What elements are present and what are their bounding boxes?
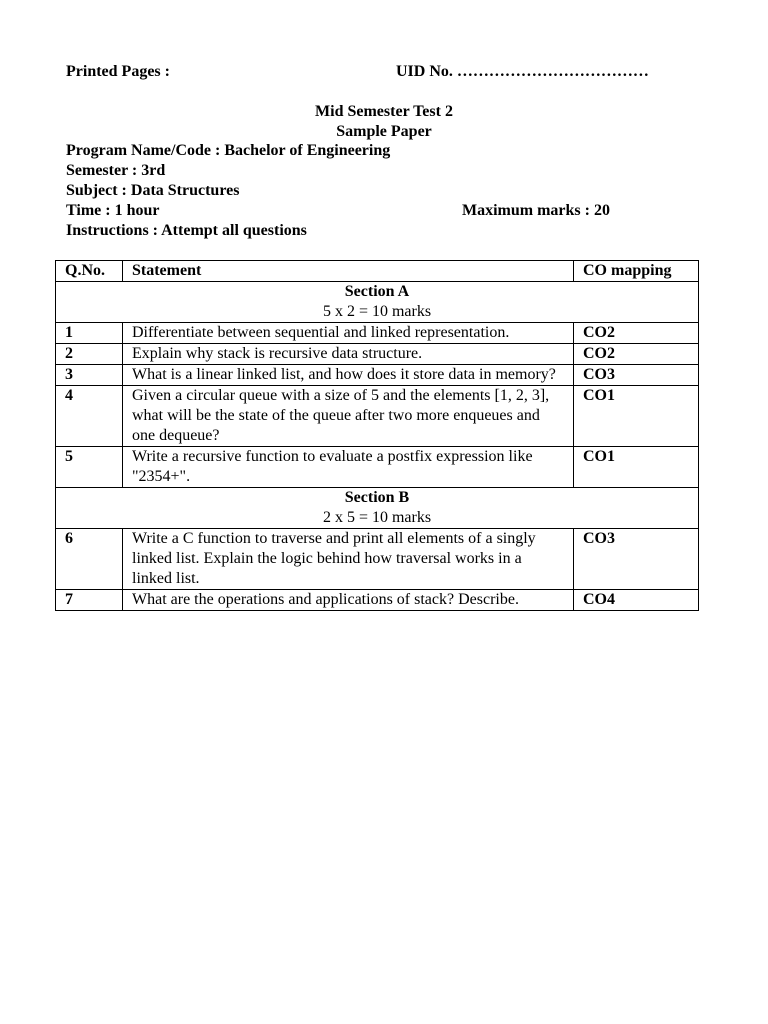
co-mapping: CO1 <box>574 447 699 488</box>
time: Time : 1 hour <box>66 202 160 219</box>
table-row <box>56 590 699 611</box>
printed-pages-label: Printed Pages : <box>66 63 170 80</box>
question-number: 2 <box>56 344 123 365</box>
co-mapping: CO2 <box>574 323 699 344</box>
question-number: 4 <box>56 386 123 447</box>
question-statement: Explain why stack is recursive data structure. <box>123 344 574 365</box>
table-header-row <box>56 261 699 282</box>
section-a-marks: 5 x 2 = 10 marks <box>322 303 432 320</box>
maximum-marks: Maximum marks : 20 <box>462 202 610 219</box>
question-table <box>55 260 699 611</box>
column-header-qno: Q.No. <box>56 261 123 282</box>
question-number: 3 <box>56 365 123 386</box>
test-title: Mid Semester Test 2 <box>315 103 453 120</box>
question-statement: Write a C function to traverse and print all elements of a singly linked list. Explain the logic behind how traversal works in a linked list. <box>123 529 574 590</box>
table-row <box>56 344 699 365</box>
semester: Semester : 3rd <box>66 162 166 179</box>
section-a-row <box>56 282 699 323</box>
paper-type: Sample Paper <box>336 123 432 140</box>
question-number: 6 <box>56 529 123 590</box>
co-mapping: CO3 <box>574 365 699 386</box>
program-name: Program Name/Code : Bachelor of Engineering <box>66 142 391 159</box>
table-row <box>56 447 699 488</box>
question-number: 7 <box>56 590 123 611</box>
question-number: 1 <box>56 323 123 344</box>
question-number: 5 <box>56 447 123 488</box>
subject: Subject : Data Structures <box>66 182 240 199</box>
section-a-title: Section A <box>344 283 410 300</box>
instructions: Instructions : Attempt all questions <box>66 222 307 239</box>
section-b-marks: 2 x 5 = 10 marks <box>322 509 432 526</box>
section-a-cell <box>56 282 699 323</box>
co-mapping: CO2 <box>574 344 699 365</box>
uid-label: UID No. ……………………………… <box>396 63 649 80</box>
section-b-cell <box>56 488 699 529</box>
question-statement: Given a circular queue with a size of 5 and the elements [1, 2, 3], what will be the state of the queue after two more enqueues and one dequeue? <box>123 386 574 447</box>
question-statement: Differentiate between sequential and linked representation. <box>123 323 574 344</box>
question-statement: Write a recursive function to evaluate a postfix expression like "2354+". <box>123 447 574 488</box>
question-statement: What is a linear linked list, and how does it store data in memory? <box>123 365 574 386</box>
co-mapping: CO1 <box>574 386 699 447</box>
question-statement: What are the operations and applications of stack? Describe. <box>123 590 574 611</box>
section-b-title: Section B <box>344 489 410 506</box>
column-header-statement: Statement <box>123 261 574 282</box>
column-header-co-mapping: CO mapping <box>574 261 699 282</box>
table-row <box>56 365 699 386</box>
section-b-row <box>56 488 699 529</box>
table-row <box>56 529 699 590</box>
co-mapping: CO4 <box>574 590 699 611</box>
co-mapping: CO3 <box>574 529 699 590</box>
table-row <box>56 386 699 447</box>
table-row <box>56 323 699 344</box>
